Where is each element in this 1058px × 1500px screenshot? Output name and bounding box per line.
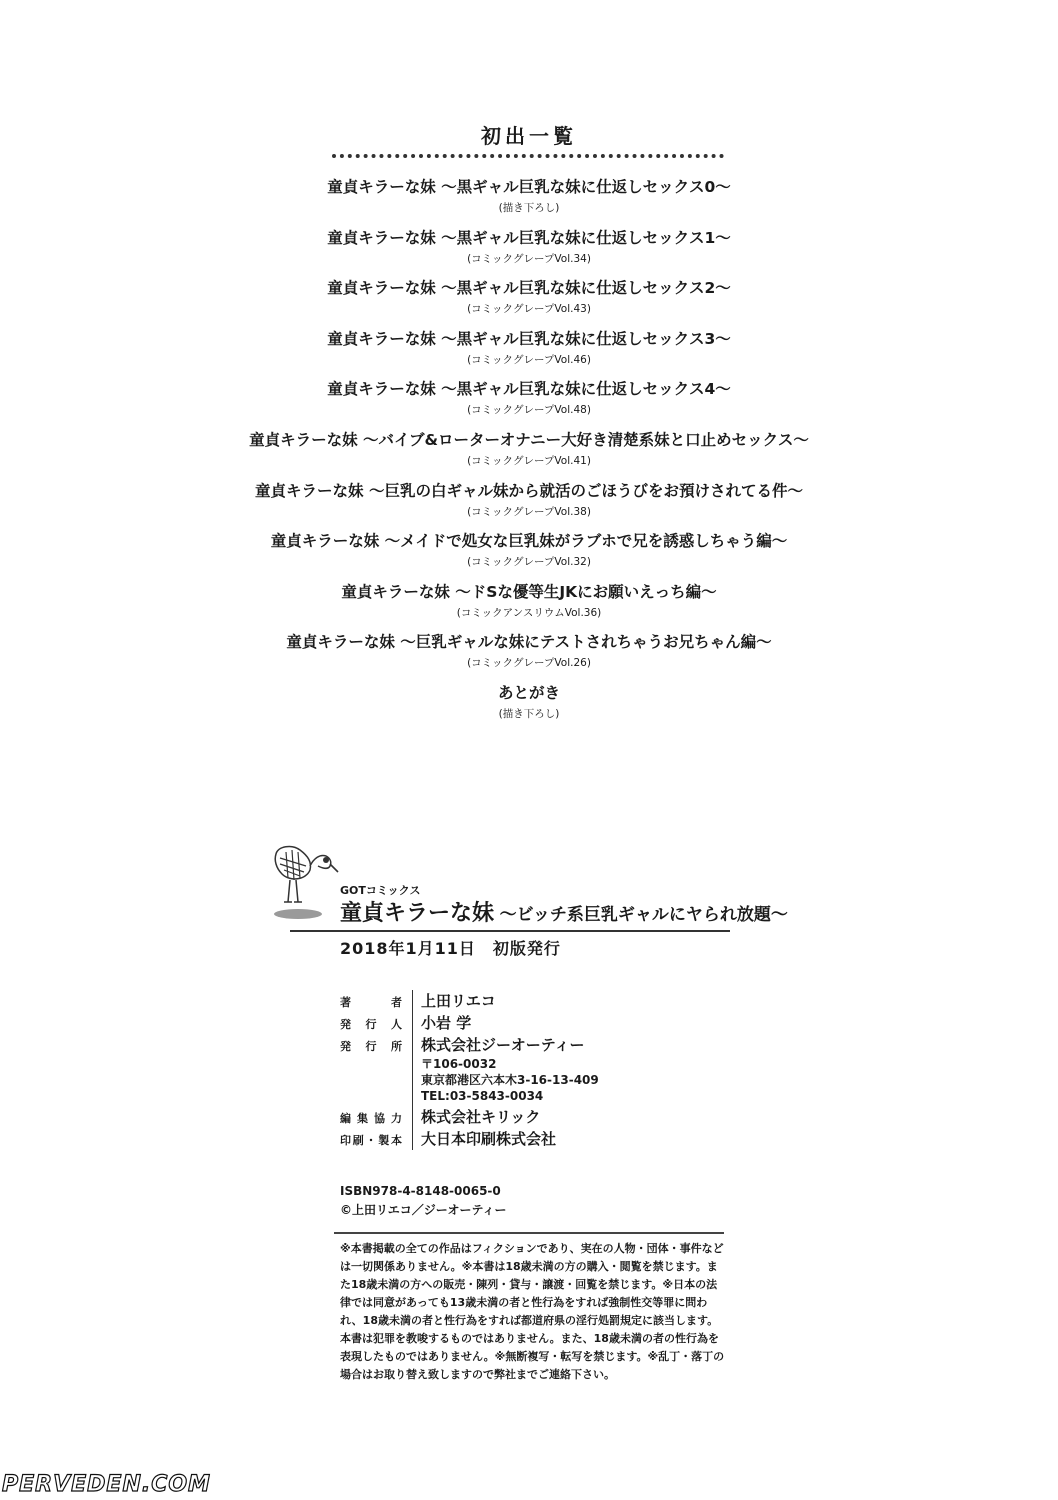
toc-entry-title: 童貞キラーな妹 〜バイブ&ローターオナニー大好き清楚系妹と口止めセックス〜 xyxy=(249,430,809,449)
notice-divider xyxy=(334,1232,724,1234)
credit-row-editorial xyxy=(340,1106,740,1128)
credit-label: 編集協力 xyxy=(340,1112,402,1125)
book-title xyxy=(340,896,788,927)
watermark: PERVEDEN.COM xyxy=(2,1472,211,1497)
toc-entry-source: (コミックグレープVol.34) xyxy=(467,252,591,265)
publisher-address xyxy=(421,1056,599,1106)
toc-heading: 初出一覧 xyxy=(481,124,577,148)
toc-entry-title: 童貞キラーな妹 〜黒ギャル巨乳な妹に仕返しセックス2〜 xyxy=(327,279,731,298)
toc-entry xyxy=(0,429,1058,480)
credit-divider xyxy=(412,1012,413,1034)
toc-entry-source: (コミックグレープVol.26) xyxy=(467,657,591,670)
dotted-divider xyxy=(332,154,724,158)
toc-entry xyxy=(0,631,1058,682)
toc-entry-source: (コミックグレープVol.38) xyxy=(467,505,591,518)
book-title-sub: 〜ビッチ系巨乳ギャルにヤられ放題〜 xyxy=(499,905,788,925)
publication-date: 2018年1月11日 初版発行 xyxy=(340,939,561,958)
toc-entry-source: (コミックグレープVol.46) xyxy=(467,353,591,366)
book-title-main: 童貞キラーな妹 xyxy=(340,901,495,926)
toc-entry xyxy=(0,227,1058,278)
toc-entry-source: (コミックグレープVol.41) xyxy=(467,454,591,467)
postal-code: 〒106-0032 xyxy=(421,1057,497,1071)
credit-row-printing xyxy=(340,1128,740,1150)
credit-label: 著者 xyxy=(340,996,402,1009)
title-underline xyxy=(290,930,730,932)
toc-list xyxy=(0,176,1058,733)
toc-entry-title: 童貞キラーな妹 〜黒ギャル巨乳な妹に仕返しセックス3〜 xyxy=(327,329,731,348)
toc-entry xyxy=(0,176,1058,227)
toc-entry-source: (コミックアンスリウムVol.36) xyxy=(456,606,602,619)
credit-row-author xyxy=(340,990,740,1012)
street-address: 東京都港区六本木3-16-13-409 xyxy=(421,1073,599,1087)
credit-divider xyxy=(412,1034,413,1106)
credit-label: 印刷・製本 xyxy=(340,1134,402,1147)
toc-entry-source: (コミックグレープVol.32) xyxy=(467,556,591,569)
toc-entry-title: 童貞キラーな妹 〜黒ギャル巨乳な妹に仕返しセックス1〜 xyxy=(327,228,731,247)
toc-entry xyxy=(0,378,1058,429)
toc-entry-source: (描き下ろし) xyxy=(498,707,560,720)
toc-entry-title: 童貞キラーな妹 〜巨乳の白ギャル妹から就活のごほうびをお預けされてる件〜 xyxy=(255,481,803,500)
toc-entry xyxy=(0,682,1058,733)
telephone: TEL:03-5843-0034 xyxy=(421,1089,544,1103)
credit-value: 株式会社ジーオーティー xyxy=(421,1036,585,1054)
toc-entry-source: (コミックグレープVol.43) xyxy=(467,303,591,316)
toc-entry-title: あとがき xyxy=(497,683,560,702)
credit-divider xyxy=(412,990,413,1012)
toc-entry-source: (コミックグレープVol.48) xyxy=(467,404,591,417)
credit-value: 上田リエコ xyxy=(421,992,496,1010)
toc-entry xyxy=(0,277,1058,328)
copyright: ©上田リエコ／ジーオーティー xyxy=(340,1203,507,1217)
toc-entry xyxy=(0,530,1058,581)
publisher-block xyxy=(421,1034,599,1106)
imprint-label: GOTコミックス xyxy=(340,884,421,897)
credit-row-publisher xyxy=(340,1034,740,1106)
bird-logo-icon xyxy=(266,836,346,924)
toc-entry-title: 童貞キラーな妹 〜黒ギャル巨乳な妹に仕返しセックス0〜 xyxy=(327,178,731,196)
credit-divider xyxy=(412,1128,413,1150)
toc-entry-title: 童貞キラーな妹 〜ドSな優等生JKにお願いえっち編〜 xyxy=(341,582,717,601)
toc-entry-title: 童貞キラーな妹 〜巨乳ギャルな妹にテストされちゃうお兄ちゃん編〜 xyxy=(286,633,772,652)
isbn: ISBN978-4-8148-0065-0 xyxy=(340,1184,501,1198)
credit-label: 発行人 xyxy=(340,1018,402,1031)
credit-value: 小岩 学 xyxy=(421,1014,472,1032)
toc-entry-title: 童貞キラーな妹 〜メイドで処女な巨乳妹がラブホで兄を誘惑しちゃう編〜 xyxy=(270,532,788,551)
toc-entry-source: (描き下ろし) xyxy=(498,202,560,214)
credits-table xyxy=(340,990,740,1150)
toc-entry xyxy=(0,328,1058,379)
credit-value: 大日本印刷株式会社 xyxy=(421,1130,557,1148)
toc-entry xyxy=(0,581,1058,632)
toc-entry xyxy=(0,480,1058,531)
legal-notice: ※本書掲載の全ての作品はフィクションであり、実在の人物・団体・事件などは一切関係ありません。※本書は18歳未満の方の購入・閲覧を禁じます。また18歳未満の方への販売・陳列・貸与・譲渡・回覧を禁じます。※日本の法律では同意があっても13歳未満の者と性行為をすれば強制性交等罪に問われ、18歳未満の者と性行為をすれば都道府県の淫行処罰規定に該当します。本書は犯罪を教唆するものではありません。また、18歳未満の者の性行為を表現したものではありません。※無断複写・転写を禁じます。※乱丁・落丁の場合はお取り替え致しますので弊社までご連絡下さい。 xyxy=(340,1242,725,1381)
toc-entry-title: 童貞キラーな妹 〜黒ギャル巨乳な妹に仕返しセックス4〜 xyxy=(327,380,731,399)
credit-value: 株式会社キリック xyxy=(421,1108,541,1126)
credit-label: 発行所 xyxy=(340,1040,402,1053)
credit-row-publisher-person xyxy=(340,1012,740,1034)
credit-divider xyxy=(412,1106,413,1128)
